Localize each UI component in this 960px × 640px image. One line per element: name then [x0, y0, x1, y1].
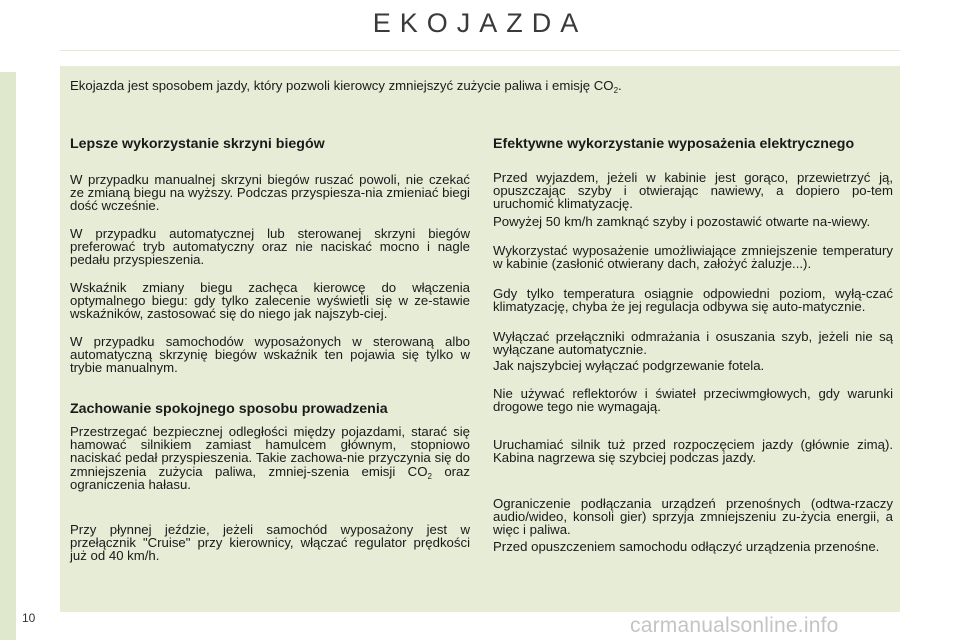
- paragraph-text: Nie używać reflektorów i świateł przeciwmgłowych, gdy warunki drogowe tego nie wymagają.: [493, 386, 893, 415]
- heading-electrical: Efektywne wykorzystanie wyposażenia elektrycznego: [493, 136, 855, 152]
- gearbox-paragraph-1: [70, 173, 470, 213]
- gearbox-paragraph-2: [70, 227, 470, 267]
- intro-paragraph: [70, 78, 890, 94]
- calm-driving-paragraph-1: [70, 425, 470, 491]
- gearbox-paragraph-3: [70, 281, 470, 321]
- electrical-paragraph-10: [493, 540, 893, 553]
- paragraph-text: Gdy tylko temperatura osiągnie odpowiedni poziom, wyłą-czać klimatyzację, chyba że jej regulacja odbywa się auto-matycznie.: [493, 286, 893, 315]
- paragraph-text: W przypadku samochodów wyposażonych w sterowaną albo automatyczną skrzynię biegów wskaźnik ten pojawia się tylko w trybie manualnym.: [70, 334, 470, 376]
- electrical-paragraph-6: [493, 359, 893, 372]
- heading-gearbox: Lepsze wykorzystanie skrzyni biegów: [70, 136, 325, 152]
- co2-subscript: 2: [427, 471, 432, 481]
- intro-subscript: 2: [613, 86, 619, 95]
- paragraph-text: Przed opuszczeniem samochodu odłączyć urządzenia przenośne.: [493, 539, 880, 554]
- paragraph-text: Wskaźnik zmiany biegu zachęca kierowcę do włączenia optymalnego biegu: gdy tylko zalecenie wyświetli się w ze-stawie wskaźników, zastosować się do niego jak najszyb-ciej.: [70, 280, 470, 322]
- page-number: 10: [22, 611, 36, 625]
- intro-text: Ekojazda jest sposobem jazdy, który pozwoli kierowcy zmniejszyć zużycie paliwa i emisję CO: [70, 78, 614, 93]
- paragraph-text: W przypadku automatycznej lub sterowanej skrzyni biegów preferować tryb automatyczny oraz nie naciskać mocno i nagle pedału przyspieszenia.: [70, 226, 470, 268]
- heading-calm-driving: Zachowanie spokojnego sposobu prowadzenia: [70, 401, 388, 417]
- paragraph-text: Wyłączać przełączniki odmrażania i osuszania szyb, jeżeli nie są wyłączane automatycznie.: [493, 329, 893, 358]
- electrical-paragraph-7: [493, 387, 893, 413]
- title-divider: [60, 50, 900, 51]
- paragraph-text: Ograniczenie podłączania urządzeń przenośnych (odtwa-rzaczy audio/wideo, konsoli gier) sprzyja zmniejszeniu zu-życia energii, a więc i paliwa.: [493, 496, 893, 538]
- electrical-paragraph-5: [493, 330, 893, 356]
- paragraph-text: Wykorzystać wyposażenie umożliwiające zmniejszenie temperatury w kabinie (zasłonić otwierany dach, założyć żaluzje...).: [493, 243, 893, 272]
- electrical-paragraph-9: [493, 497, 893, 537]
- paragraph-text: Jak najszybciej wyłączać podgrzewanie fotela.: [493, 358, 765, 373]
- intro-tail: .: [618, 78, 622, 93]
- paragraph-tail: oraz ograniczenia hałasu.: [70, 463, 470, 492]
- paragraph-text: Przy płynnej jeździe, jeżeli samochód wyposażony jest w przełącznik "Cruise" przy kierownicy, włączać regulator prędkości już od 40 km/h.: [70, 522, 470, 564]
- paragraph-text: [70, 425, 470, 491]
- paragraph-text: W przypadku manualnej skrzyni biegów ruszać powoli, nie czekać ze zmianą biegu na wyższy. Podczas przyspiesza-nia zmieniać biegi dość wcześnie.: [70, 172, 470, 214]
- electrical-paragraph-2: [493, 215, 893, 228]
- electrical-paragraph-4: [493, 287, 893, 313]
- paragraph-text: Przed wyjazdem, jeżeli w kabinie jest gorąco, przewietrzyć ją, opuszczając szyby i otwierając nawiewy, a dopiero po-tem uruchomić klimatyzację.: [493, 170, 893, 212]
- paragraph-text: Uruchamiać silnik tuż przed rozpoczęciem jazdy (głównie zimą). Kabina nagrzewa się szybciej podczas jazdy.: [493, 437, 893, 466]
- gearbox-paragraph-4: [70, 335, 470, 375]
- electrical-paragraph-1: [493, 171, 893, 211]
- electrical-paragraph-8: [493, 438, 893, 464]
- paragraph-main: Przestrzegać bezpiecznej odległości między pojazdami, starać się hamować silnikiem zamiast hamulcem głównym, stopniowo naciskać pedał przyspieszenia. Takie zachowa-nie przyczynia się do zmniejszenia zużycia paliwa, zmniej-szenia emisji CO: [70, 424, 470, 479]
- left-margin-strip: [0, 72, 16, 640]
- electrical-paragraph-3: [493, 244, 893, 270]
- paragraph-text: Powyżej 50 km/h zamknąć szyby i pozostawić otwarte na-wiewy.: [493, 214, 871, 229]
- calm-driving-paragraph-2: [70, 523, 470, 563]
- page-title: EKOJAZDA: [372, 8, 588, 38]
- watermark: carmanualsonline.info: [630, 614, 839, 637]
